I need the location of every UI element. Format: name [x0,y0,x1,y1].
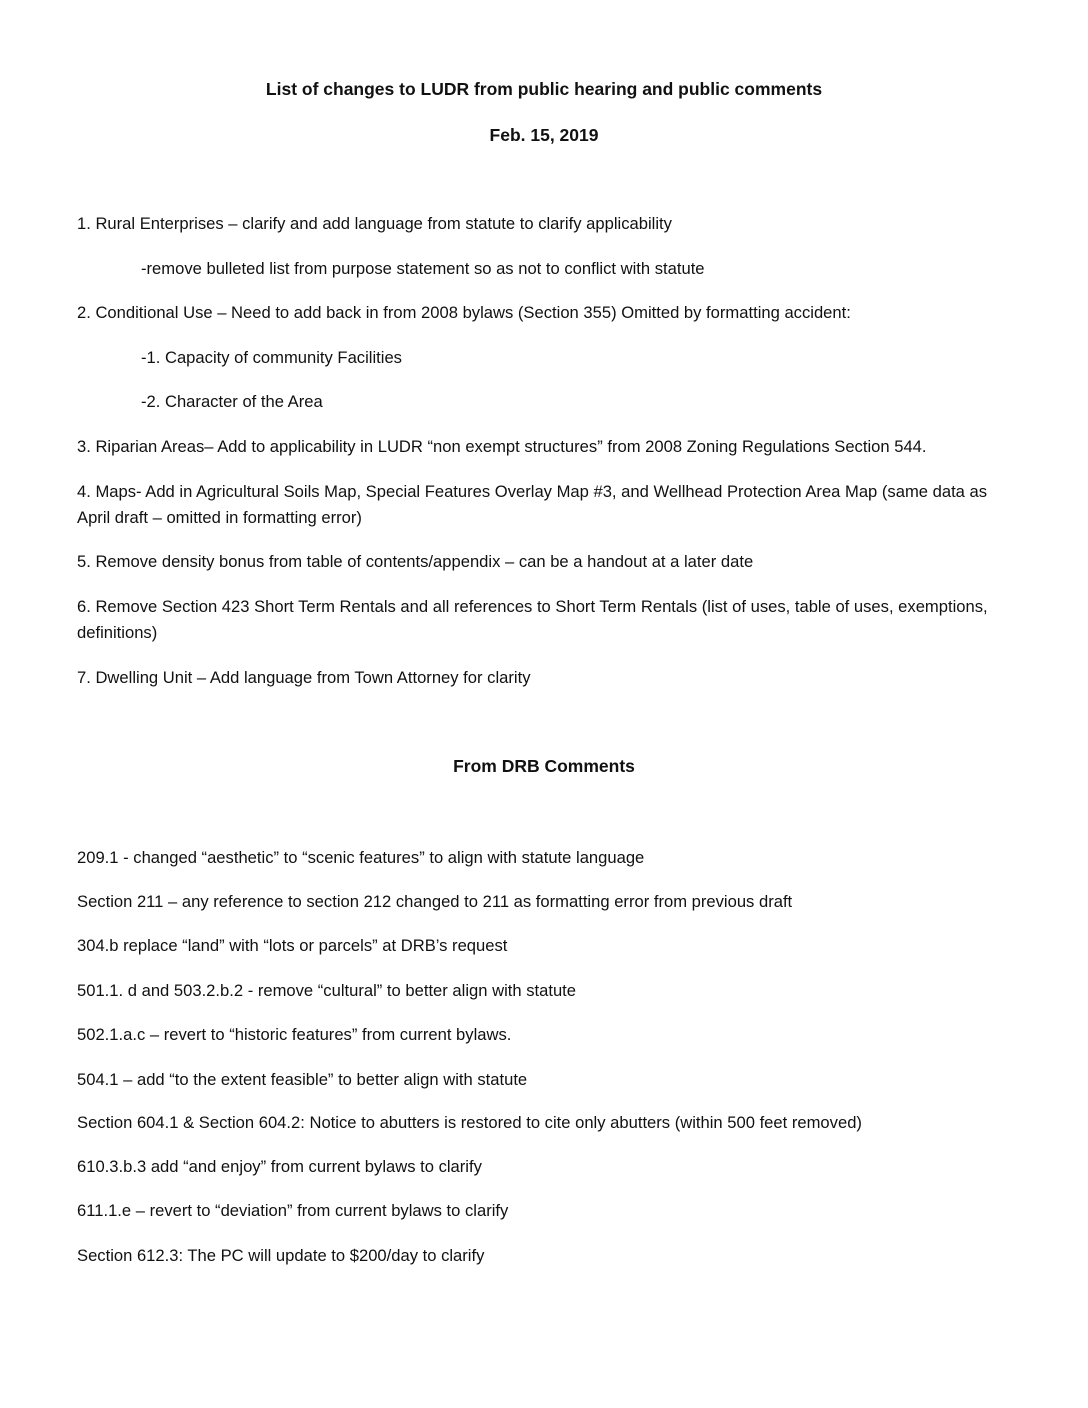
list-item-dwelling-unit: 7. Dwelling Unit – Add language from Town Attorney for clarity [77,668,531,687]
list-subitem-remove-bulleted-list: -remove bulleted list from purpose statement so as not to conflict with statute [141,259,705,278]
drb-item: Section 211 – any reference to section 212 changed to 211 as formatting error from previous draft [77,892,793,911]
drb-item: 611.1.e – revert to “deviation” from current bylaws to clarify [77,1201,509,1220]
drb-item: 209.1 - changed “aesthetic” to “scenic features” to align with statute language [77,848,645,867]
drb-item: 504.1 – add “to the extent feasible” to better align with statute [77,1070,528,1089]
drb-item: 502.1.a.c – revert to “historic features” from current bylaws. [77,1025,512,1044]
list-subitem-character: -2. Character of the Area [141,392,323,411]
drb-item: 304.b replace “land” with “lots or parcels” at DRB’s request [77,936,508,955]
list-subitem-capacity: -1. Capacity of community Facilities [141,348,402,367]
document-date: Feb. 15, 2019 [489,125,599,145]
drb-item: 501.1. d and 503.2.b.2 - remove “cultural” to better align with statute [77,981,577,1000]
list-item-rural-enterprises: 1. Rural Enterprises – clarify and add language from statute to clarify applicability [77,214,672,233]
drb-item: Section 604.1 & Section 604.2: Notice to abutters is restored to cite only abutters (within 500 feet removed) [77,1113,862,1132]
list-item-density-bonus: 5. Remove density bonus from table of contents/appendix – can be a handout at a later date [77,552,754,571]
document-title: List of changes to LUDR from public hearing and public comments [265,79,823,99]
drb-item: Section 612.3: The PC will update to $200/day to clarify [77,1246,485,1265]
list-item-riparian-areas: 3. Riparian Areas– Add to applicability in LUDR “non exempt structures” from 2008 Zoning Regulations Section 544. [77,437,927,456]
list-item-short-term-rentals: 6. Remove Section 423 Short Term Rentals and all references to Short Term Rentals (list of uses, table of uses, exemptions, definitions) [77,597,988,642]
list-item-conditional-use: 2. Conditional Use – Need to add back in from 2008 bylaws (Section 355) Omitted by formatting accident: [77,303,851,322]
drb-section-heading: From DRB Comments [453,756,635,776]
drb-item: 610.3.b.3 add “and enjoy” from current bylaws to clarify [77,1157,482,1176]
list-item-maps: 4. Maps- Add in Agricultural Soils Map, Special Features Overlay Map #3, and Wellhead Protection Area Map (same data as April draft – omitted in formatting error) [77,482,988,527]
